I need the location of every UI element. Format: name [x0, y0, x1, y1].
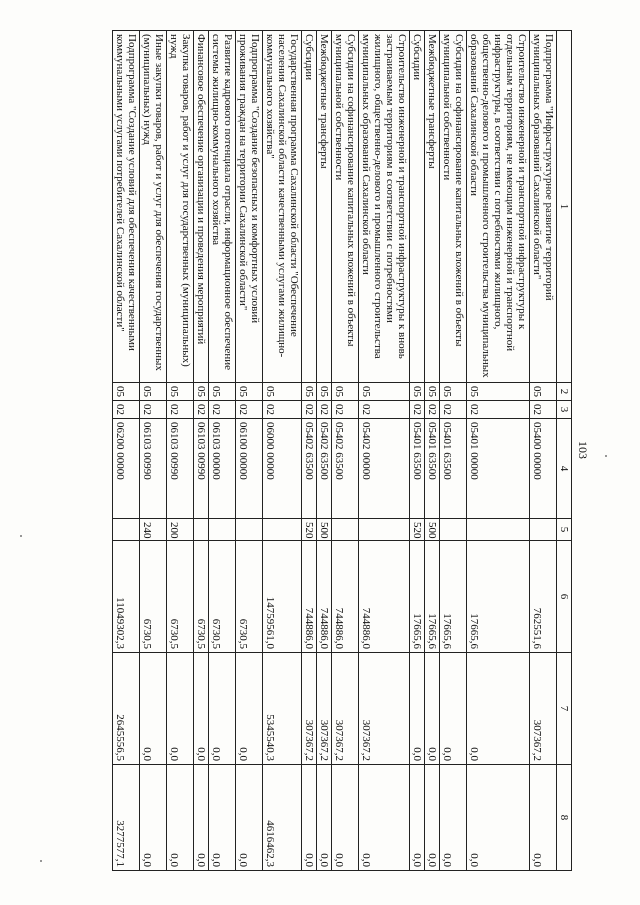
col5-cell: 520 — [410, 519, 425, 541]
col2-cell: 05 — [167, 383, 194, 401]
col2-cell: 05 — [410, 383, 425, 401]
col8-value: 0,0 — [194, 765, 209, 871]
col2-cell: 05 — [194, 383, 209, 401]
col2-cell: 05 — [332, 383, 359, 401]
col4-cell: 06103 00990 — [140, 419, 167, 519]
table-row — [140, 31, 167, 871]
col6-value: 744886,0 — [332, 541, 359, 653]
col5-cell — [209, 519, 236, 541]
col7-value: 307367,2 — [359, 653, 410, 765]
header-cell: 7 — [557, 653, 572, 765]
col4-cell: 05402 63500 — [302, 419, 317, 519]
col7-value: 2645556,5 — [113, 653, 140, 765]
col5-cell — [236, 519, 263, 541]
col3-cell: 02 — [359, 401, 410, 419]
header-cell: 3 — [557, 401, 572, 419]
col3-cell: 02 — [209, 401, 236, 419]
row-name-cell: Строительство инженерной и транспортной инфраструктуры к вновь застраиваемым территориям в соответствии с потребностями жилищного, общественно-делового и промышленного строительства муниципальных образований Сахалинской области — [359, 31, 410, 383]
col6-value: 744886,0 — [302, 541, 317, 653]
col5-cell — [359, 519, 410, 541]
col6-value: 17665,6 — [425, 541, 440, 653]
col7-value: 307367,2 — [317, 653, 332, 765]
col8-value: 0,0 — [425, 765, 440, 871]
col5-cell — [530, 519, 557, 541]
col3-cell: 02 — [317, 401, 332, 419]
col6-value: 762551,6 — [530, 541, 557, 653]
col7-value: 0,0 — [440, 653, 467, 765]
row-name-cell: Подпрограмма "Создание безопасных и комфортных условий проживания граждан на территории Сахалинской области" — [236, 31, 263, 383]
col8-value: 0,0 — [530, 765, 557, 871]
table-row — [410, 31, 425, 871]
col3-cell: 02 — [194, 401, 209, 419]
col8-value: 4616462,3 — [263, 765, 302, 871]
col3-cell: 02 — [467, 401, 530, 419]
col4-cell: 05402 00000 — [359, 419, 410, 519]
col2-cell: 05 — [302, 383, 317, 401]
col8-value: 0,0 — [440, 765, 467, 871]
col4-cell: 05401 63500 — [425, 419, 440, 519]
col5-cell — [113, 519, 140, 541]
col4-cell: 05402 63500 — [317, 419, 332, 519]
row-name-cell: Закупка товаров, работ и услуг для государственных (муниципальных) нужд — [167, 31, 194, 383]
row-name-cell: Межбюджетные трансферты — [425, 31, 440, 383]
row-name-cell: Финансовое обеспечение организации и проведения мероприятий — [194, 31, 209, 383]
col2-cell: 05 — [440, 383, 467, 401]
col6-value: 11049302,3 — [113, 541, 140, 653]
col7-value: 0,0 — [167, 653, 194, 765]
col3-cell: 02 — [263, 401, 302, 419]
col4-cell: 05400 00000 — [530, 419, 557, 519]
col8-value: 0,0 — [410, 765, 425, 871]
header-cell: 6 — [557, 541, 572, 653]
header-row — [557, 31, 572, 871]
col4-cell: 05401 63500 — [410, 419, 425, 519]
col5-cell — [194, 519, 209, 541]
col7-value: 307367,2 — [332, 653, 359, 765]
col5-cell: 520 — [302, 519, 317, 541]
col6-value: 6730,5 — [194, 541, 209, 653]
table-row — [236, 31, 263, 871]
col2-cell: 05 — [359, 383, 410, 401]
col2-cell: 05 — [263, 383, 302, 401]
col3-cell: 02 — [167, 401, 194, 419]
budget-table — [112, 30, 572, 871]
col7-value: 0,0 — [194, 653, 209, 765]
col5-cell: 200 — [167, 519, 194, 541]
col7-value: 307367,2 — [530, 653, 557, 765]
table-row — [209, 31, 236, 871]
col7-value: 0,0 — [410, 653, 425, 765]
table-row — [440, 31, 467, 871]
row-name-cell: Государственная программа Сахалинской области "Обеспечение населения Сахалинской области качественными услугами жилищно-коммунального хозяйства" — [263, 31, 302, 383]
col8-value: 0,0 — [167, 765, 194, 871]
table-row — [332, 31, 359, 871]
col8-value: 0,0 — [140, 765, 167, 871]
row-name-cell: Подпрограмма "Создание условий для обеспечения качественными коммунальными услугами потребителей Сахалинской области" — [113, 31, 140, 383]
col6-value: 6730,5 — [236, 541, 263, 653]
col6-value: 17665,6 — [467, 541, 530, 653]
col3-cell: 02 — [140, 401, 167, 419]
col7-value: 0,0 — [236, 653, 263, 765]
col3-cell: 02 — [530, 401, 557, 419]
row-name-cell: Развитие кадрового потенциала отрасли, информационное обеспечение системы жилищно-коммунального хозяйства — [209, 31, 236, 383]
col3-cell: 02 — [332, 401, 359, 419]
col7-value: 0,0 — [140, 653, 167, 765]
scan-speck — [605, 455, 607, 457]
col4-cell: 06200 00000 — [113, 419, 140, 519]
row-name-cell: Субсидии — [410, 31, 425, 383]
row-name-cell: Субсидии на софинансирование капитальных вложений в объекты муниципальной собственности — [440, 31, 467, 383]
col6-value: 6730,5 — [167, 541, 194, 653]
col4-cell: 06103 00000 — [209, 419, 236, 519]
table-row — [113, 31, 140, 871]
table-row — [194, 31, 209, 871]
row-name-cell: Строительство инженерной и транспортной инфраструктуры к отдельным территориям, не имеющим инженерной и транспортной инфраструктуры, в соответствии с потребностями жилищного, общественно-делового и промышленного строительства муниципальных образований Сахалинской области — [467, 31, 530, 383]
col5-cell — [263, 519, 302, 541]
table-row — [302, 31, 317, 871]
col7-value: 0,0 — [467, 653, 530, 765]
col6-value: 17665,6 — [440, 541, 467, 653]
col3-cell: 02 — [236, 401, 263, 419]
col5-cell — [467, 519, 530, 541]
col8-value: 0,0 — [317, 765, 332, 871]
col2-cell: 05 — [236, 383, 263, 401]
table-row — [425, 31, 440, 871]
col6-value: 744886,0 — [317, 541, 332, 653]
col5-cell: 500 — [317, 519, 332, 541]
col3-cell: 02 — [302, 401, 317, 419]
col7-value: 307367,2 — [302, 653, 317, 765]
col3-cell: 02 — [425, 401, 440, 419]
col8-value: 0,0 — [209, 765, 236, 871]
row-name-cell: Субсидии — [302, 31, 317, 383]
col2-cell: 05 — [317, 383, 332, 401]
col4-cell: 06100 00000 — [236, 419, 263, 519]
col6-value: 17665,6 — [410, 541, 425, 653]
col5-cell: 500 — [425, 519, 440, 541]
table-row — [263, 31, 302, 871]
header-cell: 2 — [557, 383, 572, 401]
page-number: 103 — [576, 441, 590, 459]
col5-cell — [440, 519, 467, 541]
table-row — [317, 31, 332, 871]
col5-cell — [332, 519, 359, 541]
col2-cell: 05 — [467, 383, 530, 401]
col8-value: 0,0 — [302, 765, 317, 871]
table-row — [530, 31, 557, 871]
col3-cell: 02 — [113, 401, 140, 419]
col4-cell: 06103 00990 — [194, 419, 209, 519]
col8-value: 0,0 — [467, 765, 530, 871]
col4-cell: 05402 63500 — [332, 419, 359, 519]
col7-value: 0,0 — [425, 653, 440, 765]
col2-cell: 05 — [209, 383, 236, 401]
header-cell: 4 — [557, 419, 572, 519]
table-row — [467, 31, 530, 871]
header-cell: 8 — [557, 765, 572, 871]
col2-cell: 05 — [425, 383, 440, 401]
col5-cell: 240 — [140, 519, 167, 541]
col8-value: 0,0 — [332, 765, 359, 871]
scan-speck — [40, 860, 42, 862]
col8-value: 0,0 — [359, 765, 410, 871]
col6-value: 6730,5 — [209, 541, 236, 653]
col3-cell: 02 — [410, 401, 425, 419]
col7-value: 5345540,3 — [263, 653, 302, 765]
row-name-cell: Субсидии на софинансирование капитальных вложений в объекты муниципальной собственности — [332, 31, 359, 383]
col4-cell: 06103 00990 — [167, 419, 194, 519]
col6-value: 6730,5 — [140, 541, 167, 653]
table-row — [167, 31, 194, 871]
col2-cell: 05 — [113, 383, 140, 401]
col6-value: 14759561,0 — [263, 541, 302, 653]
col4-cell: 05401 63500 — [440, 419, 467, 519]
col2-cell: 05 — [530, 383, 557, 401]
row-name-cell: Иные закупки товаров, работ и услуг для обеспечения государственных (муниципальных) нужд — [140, 31, 167, 383]
header-cell: 1 — [557, 31, 572, 383]
col3-cell: 02 — [440, 401, 467, 419]
row-name-cell: Подпрограмма "Инфраструктурное развитие территорий муниципальных образований Сахалинской области" — [530, 31, 557, 383]
col6-value: 744886,0 — [359, 541, 410, 653]
col2-cell: 05 — [140, 383, 167, 401]
col7-value: 0,0 — [209, 653, 236, 765]
col4-cell: 05401 00000 — [467, 419, 530, 519]
col8-value: 3277577,1 — [113, 765, 140, 871]
header-cell: 5 — [557, 519, 572, 541]
table-row — [359, 31, 410, 871]
row-name-cell: Межбюджетные трансферты — [317, 31, 332, 383]
rotated-page — [70, 30, 590, 870]
scan-speck — [20, 535, 22, 537]
col4-cell: 06000 00000 — [263, 419, 302, 519]
col8-value: 0,0 — [236, 765, 263, 871]
